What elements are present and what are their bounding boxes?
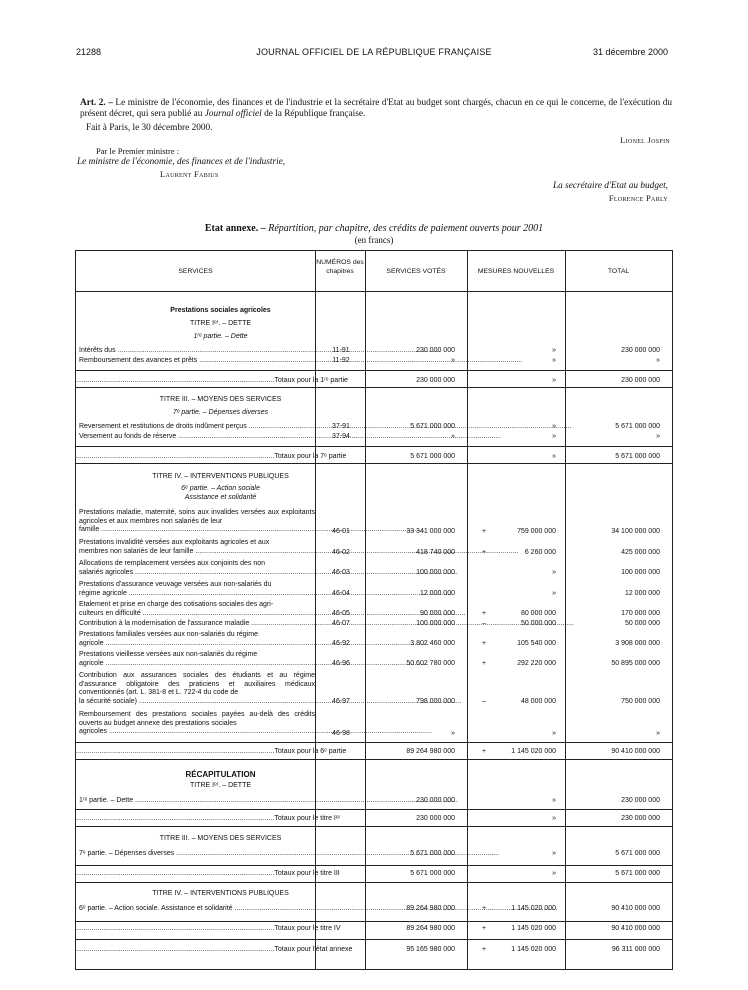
article-paragraph xyxy=(80,98,672,120)
section-recap-titre-1: TITRE Iᵉʳ. – DETTE xyxy=(189,782,252,789)
header-services-votes: SERVICES VOTÉS xyxy=(386,268,446,275)
article-text: Le ministre de l'économie, des finances et de l'industrie et la secrétaire d'Etat au budget sont chargés, chacun en ce qui le concerne, de l'exécution du présent décret, qui sera publié au xyxy=(80,98,673,119)
section-recap-titre-4: TITRE IV. – INTERVENTIONS PUBLIQUES xyxy=(152,890,289,897)
section-partie-6: 6ᵉ partie. – Action sociale xyxy=(181,485,260,492)
header-services: SERVICES xyxy=(178,268,213,275)
header-total: TOTAL xyxy=(607,268,630,275)
annex-title-bold: Etat annexe. – xyxy=(204,223,266,234)
journal-title: JOURNAL OFFICIEL DE LA RÉPUBLIQUE FRANÇAISE xyxy=(256,47,492,57)
section-titre-4: TITRE IV. – INTERVENTIONS PUBLIQUES xyxy=(152,473,289,480)
header-date: 31 décembre 2000 xyxy=(592,47,668,57)
section-recap-titre-3: TITRE III. – MOYENS DES SERVICES xyxy=(159,835,282,842)
fait-a-paris: Fait à Paris, le 30 décembre 2000. xyxy=(86,123,213,133)
credits-table: SERVICES NUMÉROS des chapitres SERVICES VOTÉS MESURES NOUVELLES TOTAL Prestations sociales agricoles TITRE Iᵉʳ. – DETTE 1ʳᵉ partie. – Dette Intérêts dus ..... 11-91 230 000 000 » 230 000 000 Remboursement des avances et prêts ..... 11-92 » » » ..... Totaux pour la 1ʳᵉ partie 230 000 000 » 230 000 000 TITRE III. – MOYENS DES SERVICES 7ᵉ partie. – Dépenses diverses Reversement et restitutions de droits indûment perçus ..... 37-91 5 671 000 000 » 5 671 000 000 Versement au fonds de réserve ..... 37-94 » » » ..... Totaux pour la 7ᵉ partie 5 671 000 000 » 5 671 000 000 TITRE IV. – INTERVENTIONS PUBLIQUES 6ᵉ partie. – Action sociale Assistance et solidarité Prestations maladie, maternité, soins aux invalides versées aux exploitants agricoles et aux membres non salariés de leur famille ..... 46-01 33 341 000 000 + 759 000 000 34 100 000 000 Prestations invalidité versées aux exploitants agricoles et aux membres non salariés de leur famille ..... 46-02 418 740 000 + 6 260 000 425 000 000 Allocations de remplacement versées aux conjoints des non salariés agricoles ..... 46-03 100 000 000 » 100 000 000 Prestations d'assurance veuvage versées aux non-salariés du régime agricole ..... 46-04 12 000 000 » 12 000 000 Etalement et prise en charge des cotisations sociales des agri- culteurs en difficulté ..... 46-05 90 000 000 + 80 000 000 170 000 000 Contribution à la modernisation de l'assurance maladie ..... 46-07 100 000 000 – 50 000 000 50 000 000 Prestations familiales versées aux non-salariés du régime agricole ..... 46-92 3 802 460 000 + 105 540 000 3 908 000 000 Prestations vieillesse versées aux non-salariés du régime agricole ..... 46-96 50 602 780 000 + 292 220 000 50 895 000 000 Contribution aux assurances sociales des étudiants et au régime d'assurance obligatoire des praticiens et auxiliaires médicaux conventionnés (art. L. 381-8 et L. 722-4 du code de la sécurité sociale) ..... 46-97 798 000 000 – 48 000 000 750 000 000 Remboursement des prestations sociales payées au-delà des crédits ouverts au budget annexe des prestations sociales agricoles ..... 46-98 » » » ..... Totaux pour la 6ᵉ partie 89 264 980 000 + 1 145 020 000 90 410 000 000 RÉCAPITULATION TITRE Iᵉʳ. – DETTE 1ʳᵉ partie. – Dette ..... 230 000 000 » 230 000 000 ..... Totaux pour le titre Iᵉʳ 230 000 000 » 230 000 000 TITRE III. – MOYENS DES SERVICES 7ᵉ partie. – Dépenses diverses ..... 5 671 000 000 » 5 671 000 000 ..... Totaux pour le titre III 5 671 000 000 » 5 671 000 000 TITRE IV. – INTERVENTIONS PUBLIQUES 6ᵉ partie. – Action sociale. Assistance et solidarité ..... 89 264 980 000 + 1 145 020 000 90 410 000 000 ..... Totaux pour le titre IV 89 264 980 000 + 1 145 020 000 90 410 000 000 ..... Totaux pour l'état annexe 95 165 980 000 + 1 145 020 000 96 311 000 000 xyxy=(75,250,673,970)
annex-subtitle: (en francs) xyxy=(354,235,394,245)
par-premier-ministre: Par le Premier ministre : xyxy=(96,146,180,156)
secretary-title: La secrétaire d'Etat au budget, xyxy=(553,181,668,191)
section-prestations-sociales: Prestations sociales agricoles xyxy=(170,307,271,314)
article-label: Art. 2. – xyxy=(80,98,113,108)
annex-title xyxy=(0,223,748,234)
section-partie-1: 1ʳᵉ partie. – Dette xyxy=(193,333,248,340)
annex-title-italic: Répartition, par chapitre, des crédits de paiement ouverts pour 2001 xyxy=(268,223,544,234)
section-titre-1: TITRE Iᵉʳ. – DETTE xyxy=(189,320,252,327)
secretary-name: Florence Parly xyxy=(608,193,668,203)
minister-title: Le ministre de l'économie, des finances et de l'industrie, xyxy=(77,157,286,167)
section-partie-7: 7ᵉ partie. – Dépenses diverses xyxy=(172,409,269,416)
header-numeros: NUMÉROS des chapitres xyxy=(316,259,364,275)
section-assistance: Assistance et solidarité xyxy=(184,494,257,501)
minister-name: Laurent Fabius xyxy=(160,169,219,179)
section-recapitulation: RÉCAPITULATION xyxy=(185,770,256,779)
page-number: 21288 xyxy=(76,47,102,57)
journal-ref: Journal officiel xyxy=(204,109,262,119)
prime-minister-signature: Lionel Jospin xyxy=(620,135,670,145)
header-mesures-nouvelles: MESURES NOUVELLES xyxy=(477,268,555,275)
article-text-end: de la République française. xyxy=(264,109,366,119)
section-titre-3: TITRE III. – MOYENS DES SERVICES xyxy=(159,396,282,403)
